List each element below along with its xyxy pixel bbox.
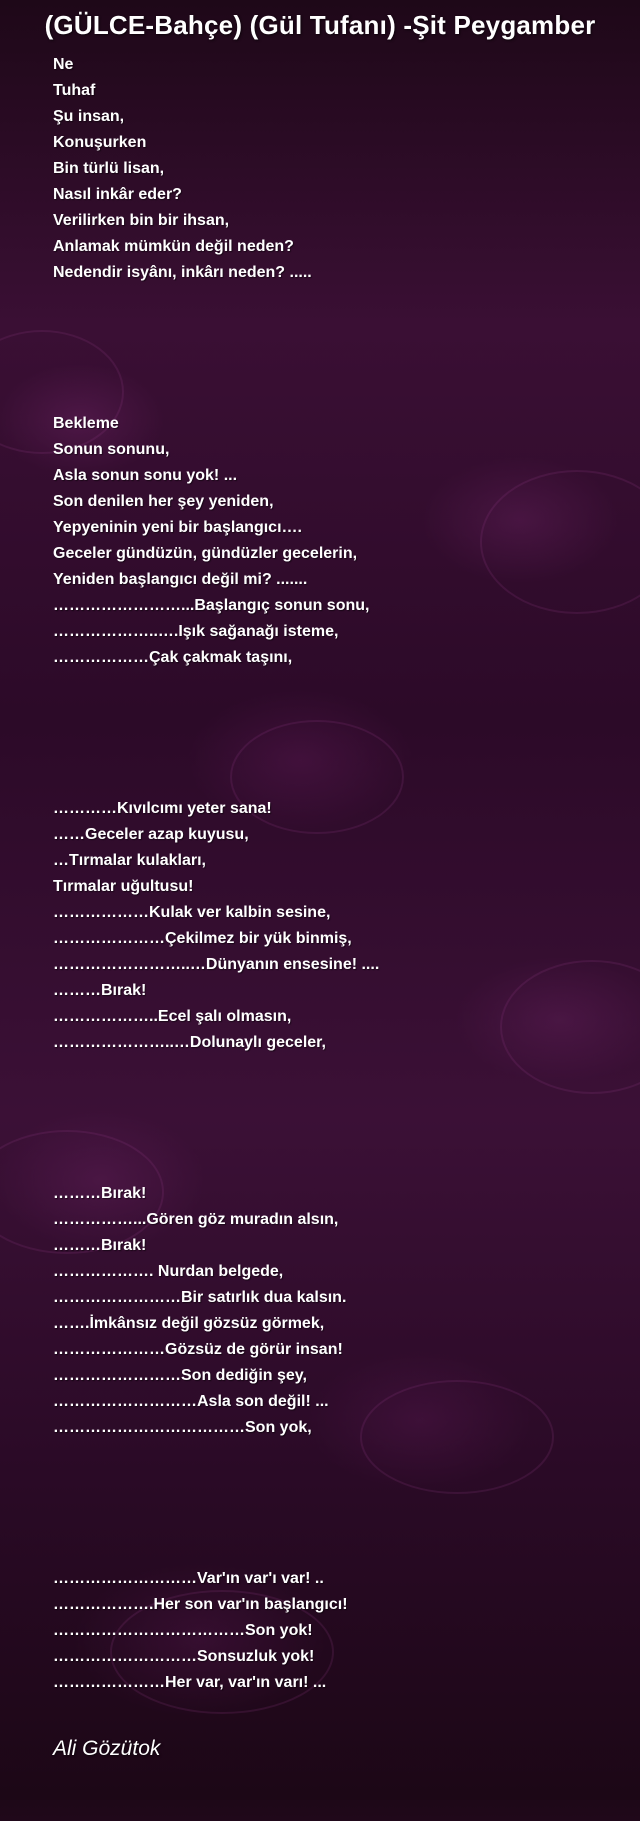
poem-line: ………………Çak çakmak taşını,	[53, 649, 293, 666]
author-name: Ali Gözütok	[53, 1737, 161, 1760]
poem-line: ……………………...Başlangıç sonun sonu,	[53, 597, 370, 614]
stanza-4	[53, 1181, 623, 1441]
poem-line: Asla sonun sonu yok! ...	[53, 467, 238, 484]
poem-line: …….İmkânsız değil gözsüz görmek,	[53, 1315, 325, 1332]
stanza-2	[53, 411, 623, 671]
poem-line: Ne	[53, 56, 74, 73]
poem-line: Konuşurken	[53, 134, 147, 151]
poem-line: …………………Çekilmez bir yük binmiş,	[53, 930, 352, 947]
poem-body	[53, 52, 623, 1821]
poem-line: ………Bırak!	[53, 1185, 147, 1202]
poem-line: ……Geceler azap kuyusu,	[53, 826, 249, 843]
stanza-5	[53, 1566, 623, 1696]
poem-line: ……………………Bir satırlık dua kalsın.	[53, 1289, 347, 1306]
poem-line: …Tırmalar kulakları,	[53, 852, 206, 869]
poem-line: ………………Kulak ver kalbin sesine,	[53, 904, 331, 921]
poem-line: Sonun sonunu,	[53, 441, 170, 458]
poem-line: …………………..…Dolunaylı geceler,	[53, 1034, 326, 1051]
poem-line: ………………..….Işık sağanağı isteme,	[53, 623, 339, 640]
poem-line: Yepyeninin yeni bir başlangıcı….	[53, 519, 302, 536]
poem-line: Nasıl inkâr eder?	[53, 186, 182, 203]
poem-line: ……………….Her son var'ın başlangıcı!	[53, 1596, 348, 1613]
poem-line: Nedendir isyânı, inkârı neden? .....	[53, 264, 312, 281]
poem-line: ………………………Sonsuzluk yok!	[53, 1648, 315, 1665]
poem-line: ……………………Son dediğin şey,	[53, 1367, 307, 1384]
poem-line: ………………..Ecel şalı olmasın,	[53, 1008, 292, 1025]
poem-line: Bekleme	[53, 415, 119, 432]
poem-line: ………Bırak!	[53, 982, 147, 999]
poem-line: Verilirken bin bir ihsan,	[53, 212, 230, 229]
poem-line: Geceler gündüzün, gündüzler gecelerin,	[53, 545, 358, 562]
poem-line: …………………Gözsüz de görür insan!	[53, 1341, 343, 1358]
stanza-1	[53, 52, 623, 286]
poem-line: ………………………………Son yok!	[53, 1622, 313, 1639]
poem-line: ………………. Nurdan belgede,	[53, 1263, 284, 1280]
poem-line: …………Kıvılcımı yeter sana!	[53, 800, 272, 817]
poem-line: Anlamak mümkün değil neden?	[53, 238, 294, 255]
page-title: (GÜLCE-Bahçe) (Gül Tufanı) -Şit Peygamber	[44, 10, 596, 40]
poem-line: ………………………………Son yok,	[53, 1419, 312, 1436]
poem-line: ……………...Gören göz muradın alsın,	[53, 1211, 339, 1228]
stanza-3	[53, 796, 623, 1056]
poem-line: Bin türlü lisan,	[53, 160, 165, 177]
poem-line: …………………Her var, var'ın varı! ...	[53, 1674, 327, 1691]
poem-line: Tırmalar uğultusu!	[53, 878, 194, 895]
poem-line: ……………………..…Dünyanın ensesine! ....	[53, 956, 380, 973]
poem-line: Son denilen her şey yeniden,	[53, 493, 274, 510]
poem-line: ………………………Var'ın var'ı var! ..	[53, 1570, 324, 1587]
poem-line: ………………………Asla son değil! ...	[53, 1393, 329, 1410]
poem-line: Tuhaf	[53, 82, 96, 99]
poem-line: ………Bırak!	[53, 1237, 147, 1254]
poem-line: Şu insan,	[53, 108, 125, 125]
poem-line: Yeniden başlangıcı değil mi? .......	[53, 571, 308, 588]
